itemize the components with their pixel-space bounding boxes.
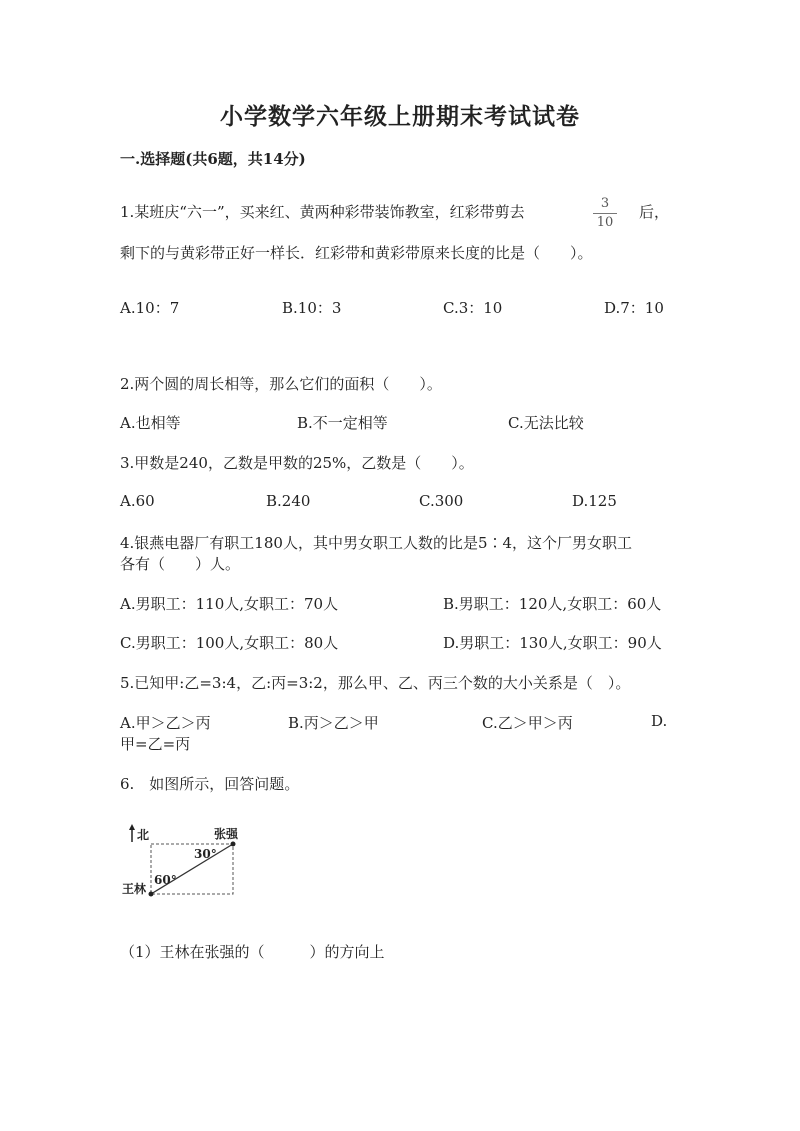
q3-text: 3.甲数是240，乙数是甲数的25%，乙数是（ ）。 <box>120 454 474 472</box>
q5-option-c: C.乙＞甲＞丙 <box>482 714 573 732</box>
q2-option-b: B.不一定相等 <box>297 414 388 432</box>
north-label: 北 <box>137 828 150 842</box>
q4-line2: 各有（ ）人。 <box>120 555 241 573</box>
section-heading: 一.选择题(共6题，共14分) <box>120 150 306 168</box>
q2-option-a: A.也相等 <box>120 414 181 432</box>
q1-option-d: D.7：10 <box>604 299 664 317</box>
q5-option-d: D. <box>651 712 668 730</box>
wanglin-label: 王林 <box>122 882 147 896</box>
fraction-numerator: 3 <box>600 196 610 211</box>
q3-option-d: D.125 <box>572 492 617 510</box>
wanglin-point <box>149 892 154 897</box>
zhangqiang-point <box>231 842 236 847</box>
direction-figure <box>118 820 258 900</box>
q1-line1: 1.某班庆“六一”，买来红、黄两种彩带装饰教室，红彩带剪去 <box>120 203 525 221</box>
q4-option-c: C.男职工：100人,女职工：80人 <box>120 634 339 652</box>
q4-option-b: B.男职工：120人,女职工：60人 <box>443 595 662 613</box>
q5-option-d-text: 甲=乙=丙 <box>120 735 191 753</box>
q1-line1-after: 后， <box>639 203 670 221</box>
angle-bottom-label: 60° <box>154 873 177 887</box>
q1-option-b: B.10：3 <box>282 299 342 317</box>
q3-option-b: B.240 <box>266 492 311 510</box>
q3-option-a: A.60 <box>120 492 155 510</box>
q4-option-a: A.男职工：110人,女职工：70人 <box>120 595 339 613</box>
q4-line1: 4.银燕电器厂有职工180人，其中男女职工人数的比是5∶4，这个厂男女职工 <box>120 534 633 552</box>
q1-fraction <box>593 196 617 231</box>
fraction-bar <box>593 213 617 214</box>
q6-text: 6. 如图所示，回答问题。 <box>120 775 300 793</box>
q6-sub1: （1）王林在张强的（ ）的方向上 <box>120 943 385 961</box>
q5-text: 5.已知甲:乙=3:4，乙:丙=3:2，那么甲、乙、丙三个数的大小关系是（ ）。 <box>120 674 631 692</box>
north-arrow-icon <box>129 824 135 830</box>
q5-option-a: A.甲＞乙＞丙 <box>120 714 211 732</box>
q2-option-c: C.无法比较 <box>508 414 584 432</box>
zhangqiang-label: 张强 <box>214 827 239 841</box>
q5-option-b: B.丙＞乙＞甲 <box>288 714 379 732</box>
q1-line2: 剩下的与黄彩带正好一样长．红彩带和黄彩带原来长度的比是（ ）。 <box>120 244 593 262</box>
fraction-denominator: 10 <box>596 215 614 230</box>
q1-option-a: A.10：7 <box>120 299 180 317</box>
q4-option-d: D.男职工：130人,女职工：90人 <box>443 634 662 652</box>
q3-option-c: C.300 <box>419 492 464 510</box>
q1-option-c: C.3：10 <box>443 299 503 317</box>
angle-top-label: 30° <box>194 847 217 861</box>
q2-text: 2.两个圆的周长相等，那么它们的面积（ ）。 <box>120 375 442 393</box>
page-title: 小学数学六年级上册期末考试试卷 <box>220 103 580 130</box>
